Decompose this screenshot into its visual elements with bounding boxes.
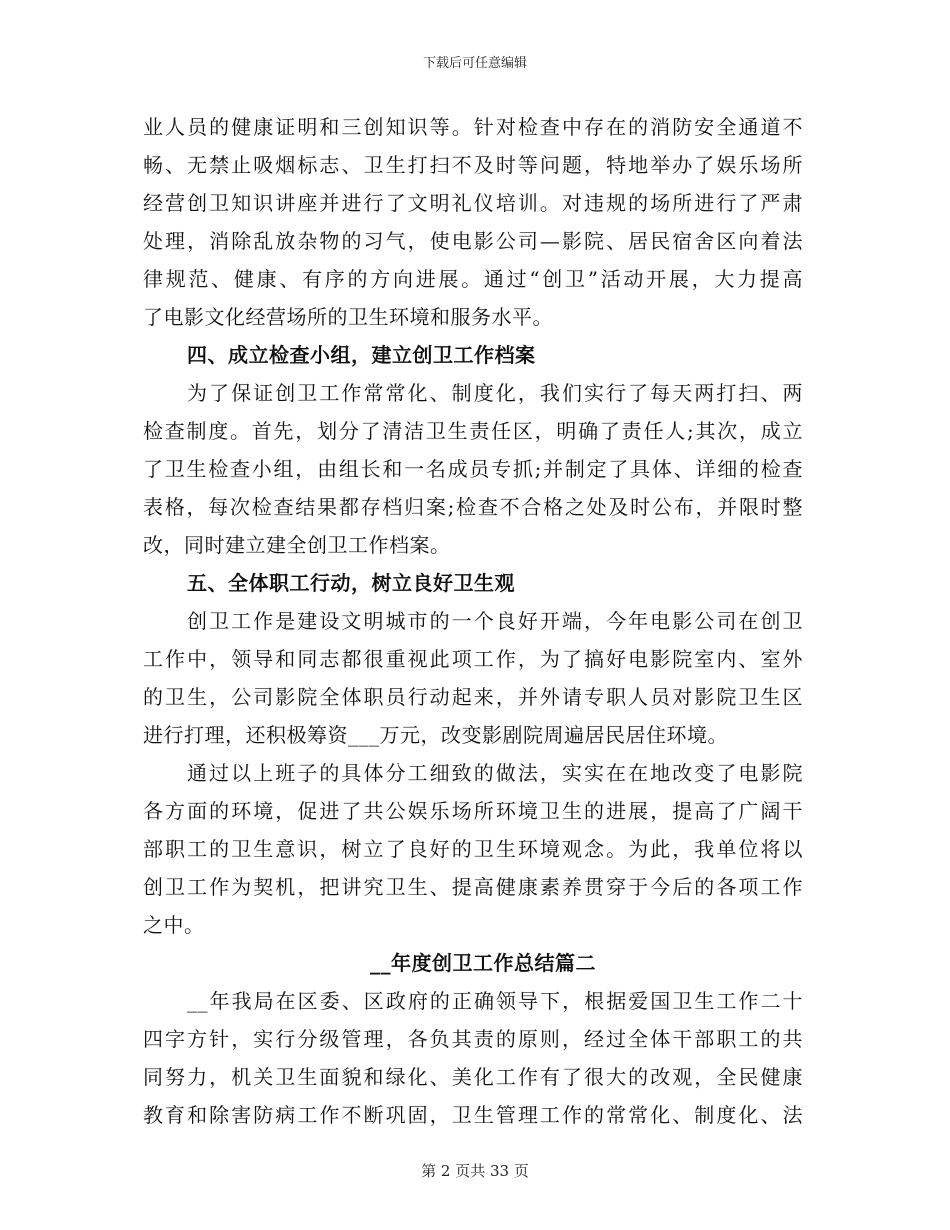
paragraph-line: 同努力，机关卫生面貌和绿化、美化工作有了很大的改观，全民健康 bbox=[143, 1065, 803, 1089]
paragraph-line: 处理，消除乱放杂物的习气，使电影公司—影院、居民宿舍区向着法 bbox=[143, 229, 803, 253]
paragraph-line: 之中。 bbox=[143, 913, 205, 937]
paragraph-line: 教育和除害防病工作不断巩固，卫生管理工作的常常化、制度化、法 bbox=[143, 1103, 803, 1127]
paragraph-line: 各方面的环境，促进了共公娱乐场所环境卫生的进展，提高了广阔干 bbox=[143, 799, 803, 823]
page-header: 下载后可任意编辑 bbox=[422, 56, 527, 71]
paragraph-line: 业人员的健康证明和三创知识等。针对检查中存在的消防安全通道不 bbox=[143, 115, 803, 139]
paragraph-line: 四字方针，实行分级管理，各负其责的原则，经过全体干部职工的共 bbox=[143, 1027, 803, 1051]
section-title: __年度创卫工作总结篇二 bbox=[370, 951, 596, 975]
paragraph-line: 的卫生，公司影院全体职员行动起来，并外请专职人员对影院卫生区 bbox=[143, 685, 803, 709]
paragraph-line: 改，同时建立建全创卫工作档案。 bbox=[143, 533, 451, 557]
paragraph-line: 通过以上班子的具体分工细致的做法，实实在在地改变了电影院 bbox=[187, 761, 803, 785]
paragraph-line: 经营创卫知识讲座并进行了文明礼仪培训。对违规的场所进行了严肃 bbox=[143, 191, 803, 215]
paragraph-line: 工作中，领导和同志都很重视此项工作，为了搞好电影院室内、室外 bbox=[143, 647, 803, 671]
paragraph-line: 了电影文化经营场所的卫生环境和服务水平。 bbox=[143, 305, 553, 329]
paragraph-line: 检查制度。首先，划分了清洁卫生责任区，明确了责任人;其次，成立 bbox=[143, 419, 803, 443]
section-heading: 四、成立检查小组，建立创卫工作档案 bbox=[187, 343, 536, 367]
paragraph-line: 创卫工作是建设文明城市的一个良好开端，今年电影公司在创卫 bbox=[187, 609, 803, 633]
page-number: 第 2 页共 33 页 bbox=[421, 1162, 529, 1180]
paragraph-line: 为了保证创卫工作常常化、制度化，我们实行了每天两打扫、两 bbox=[187, 381, 803, 405]
paragraph-line: 律规范、健康、有序的方向进展。通过“创卫”活动开展，大力提高 bbox=[143, 267, 803, 291]
paragraph-line: 创卫工作为契机，把讲究卫生、提高健康素养贯穿于今后的各项工作 bbox=[143, 875, 803, 899]
paragraph-line: 了卫生检查小组，由组长和一名成员专抓;并制定了具体、详细的检查 bbox=[143, 457, 803, 481]
section-heading: 五、全体职工行动，树立良好卫生观 bbox=[187, 571, 515, 595]
paragraph-line: 畅、无禁止吸烟标志、卫生打扫不及时等问题，特地举办了娱乐场所 bbox=[143, 153, 803, 177]
paragraph-line: 部职工的卫生意识，树立了良好的卫生环境观念。为此，我单位将以 bbox=[143, 837, 803, 861]
paragraph-line: 进行打理，还积极筹资___万元，改变影剧院周遍居民居住环境。 bbox=[143, 723, 728, 747]
document-body bbox=[143, 108, 803, 1134]
paragraph-line: 表格，每次检查结果都存档归案;检查不合格之处及时公布，并限时整 bbox=[143, 495, 803, 519]
paragraph-line: __年我局在区委、区政府的正确领导下，根据爱国卫生工作二十 bbox=[187, 989, 803, 1013]
